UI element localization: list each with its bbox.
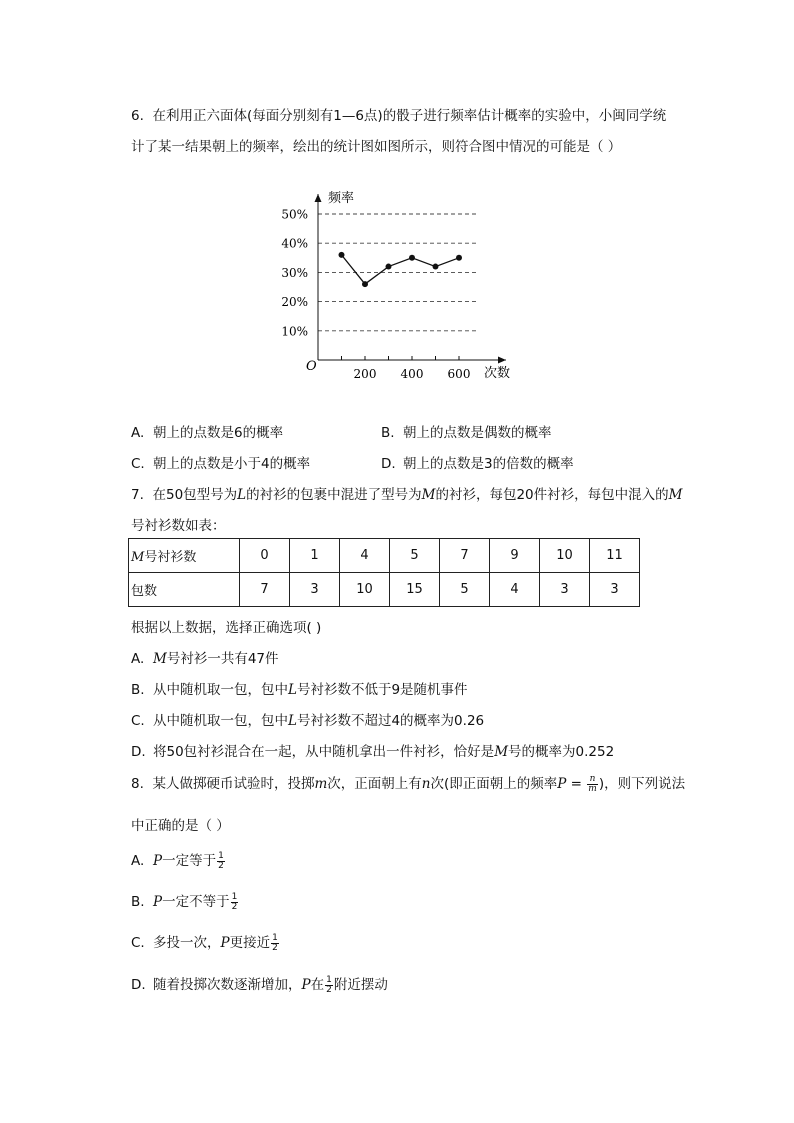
table-row — [129, 573, 640, 607]
table-cell: 0 — [240, 539, 290, 573]
q6-stem-1: 在利用正六面体(每面分别刻有1—6点)的骰子进行频率估计概率的实验中，小闽同学统 — [152, 108, 667, 124]
frequency-chart — [270, 180, 530, 385]
table-cell: 10 — [540, 539, 590, 573]
table-row-header: M号衬衫数 — [129, 539, 240, 573]
y-tick-label: 40% — [281, 236, 308, 251]
chart-axes — [315, 194, 507, 364]
table-cell: 9 — [490, 539, 540, 573]
q8-line1: 8. 某人做掷硬币试验时，投掷m次，正面朝上有n次(即正面朝上的频率P = $\frac{n}{m}$ )，则下列说法 — [131, 773, 686, 794]
q6-option-row2b — [381, 452, 574, 472]
table-cell: 10 — [340, 573, 390, 607]
table-row-header: 包数 — [129, 573, 240, 607]
table-cell: 3 — [590, 573, 640, 607]
series-line — [342, 255, 460, 284]
x-tick-label: 200 — [353, 367, 377, 381]
q7-data-table — [128, 538, 640, 607]
q7-option-a: A. M号衬衫一共有47件 — [131, 651, 279, 667]
x-axis-arrow — [498, 357, 506, 364]
q6-option-c: C. 朝上的点数是小于4的概率 — [131, 456, 311, 472]
table-row — [129, 539, 640, 573]
q6-stem-2: 计了某一结果朝上的频率，绘出的统计图如图所示，则符合图中情况的可能是（ ） — [131, 139, 622, 155]
data-point — [386, 264, 392, 270]
q6-option-row2 — [131, 452, 310, 472]
chart-series — [339, 252, 463, 287]
q7-option-b: B. 从中随机取一包，包中L号衬衫数不低于9是随机事件 — [131, 682, 468, 698]
y-tick-label: 20% — [281, 295, 308, 310]
y-tick-label: 50% — [281, 207, 308, 222]
q6-line1 — [131, 104, 666, 124]
q8-option-c: C. 多投一次，P更接近 $\frac{1}{2}$ — [131, 932, 278, 953]
x-tick-label: 400 — [400, 367, 424, 381]
q6-line2 — [131, 135, 621, 155]
table-cell: 5 — [390, 539, 440, 573]
q6-option-b: B. 朝上的点数是偶数的概率 — [381, 425, 552, 441]
table-cell: 1 — [290, 539, 340, 573]
table-cell: 4 — [490, 573, 540, 607]
q6-number: 6. — [131, 108, 144, 124]
q8-line2: 中正确的是（ ） — [131, 818, 230, 834]
table-cell: 5 — [440, 573, 490, 607]
q8-option-a: A. P一定等于 $\frac{1}{2}$ — [131, 850, 224, 871]
data-point — [362, 281, 368, 287]
data-point — [339, 252, 345, 258]
y-tick-label: 10% — [281, 324, 308, 339]
table-cell: 3 — [540, 573, 590, 607]
q8-option-d: D. 随着投掷次数逐渐增加，P在 $\frac{1}{2}$ 附近摆动 — [131, 974, 388, 995]
q6-option-row1b — [381, 421, 552, 441]
q8-number: 8. — [131, 776, 144, 792]
table-cell: 4 — [340, 539, 390, 573]
chart-y-axis-label: 频率 — [328, 191, 355, 206]
data-point — [409, 255, 415, 261]
chart-grid — [318, 214, 476, 331]
q6-option-a: A. 朝上的点数是6的概率 — [131, 425, 284, 441]
q7-option-c: C. 从中随机取一包，包中L号衬衫数不超过4的概率为0.26 — [131, 713, 485, 729]
data-point — [433, 264, 439, 270]
fraction-one-half: $\frac{1}{2}$ — [326, 974, 332, 995]
table-cell: 7 — [240, 573, 290, 607]
table-cell: 11 — [590, 539, 640, 573]
q6-option-d: D. 朝上的点数是3的倍数的概率 — [381, 456, 574, 472]
y-tick-label: 30% — [281, 265, 308, 280]
fraction-one-half: $\frac{1}{2}$ — [218, 850, 224, 871]
q7-line1: 7. 在50包型号为L的衬衫的包裹中混进了型号为M的衬衫，每包20件衬衫，每包中混入的M — [131, 487, 683, 503]
q8-option-b: B. P一定不等于 $\frac{1}{2}$ — [131, 891, 238, 912]
q7-number: 7. — [131, 487, 144, 503]
q7-prompt: 根据以上数据，选择正确选项( ) — [131, 620, 322, 636]
chart-origin-label: O — [306, 359, 317, 374]
x-tick-label: 600 — [447, 367, 471, 381]
data-point — [456, 255, 462, 261]
table-cell: 3 — [290, 573, 340, 607]
chart-x-axis-label: 次数 — [484, 366, 511, 381]
chart-y-ticks — [281, 208, 308, 339]
fraction-one-half: $\frac{1}{2}$ — [272, 932, 278, 953]
y-axis-arrow — [315, 194, 322, 202]
fraction-one-half: $\frac{1}{2}$ — [231, 891, 238, 912]
table-cell: 15 — [390, 573, 440, 607]
table-cell: 7 — [440, 539, 490, 573]
q7-option-d: D. 将50包衬衫混合在一起，从中随机拿出一件衬衫，恰好是M号的概率为0.252 — [131, 744, 615, 760]
q7-line2: 号衬衫数如表： — [131, 518, 226, 534]
q6-option-row1 — [131, 421, 283, 441]
fraction-n-over-m: $\frac{n}{m}$ — [588, 773, 597, 794]
